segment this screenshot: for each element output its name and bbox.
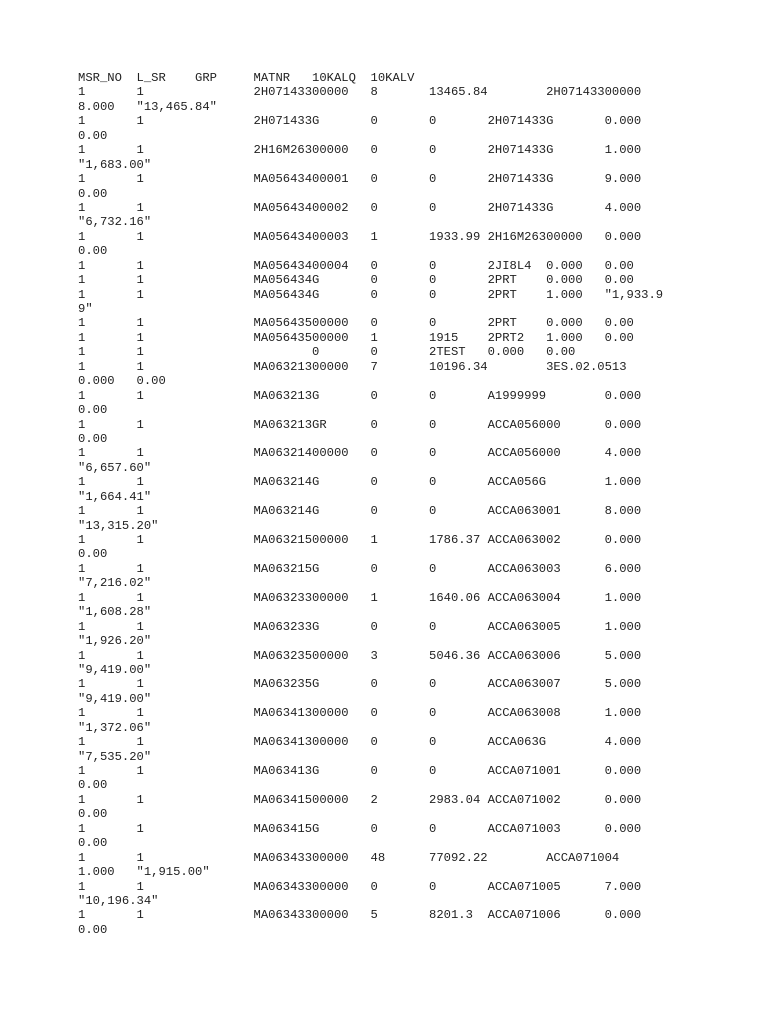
text-line: 0.00 — [78, 778, 108, 793]
text-line: 1.000 "1,915.00" — [78, 865, 210, 880]
text-line: 1 1 MA06323300000 1 1640.06 ACCA063004 1.000 — [78, 590, 642, 605]
text-line: 1 1 MA063214G 0 0 ACCA056G 1.000 — [78, 475, 642, 490]
text-line: 1 1 MA063233G 0 0 ACCA063005 1.000 — [78, 619, 642, 634]
text-line: 0.00 — [78, 431, 108, 446]
text-line: 0.000 0.00 — [78, 374, 166, 389]
text-line: "1,608.28" — [78, 605, 152, 620]
header-row: MSR_NO L_SR GRP MATNR 10KALQ 10KALV — [78, 71, 415, 85]
text-line: 1 1 MA05643500000 0 0 2PRT 0.000 0.00 — [78, 316, 634, 331]
text-line: 1 1 MA05643400004 0 0 2JI8L4 0.000 0.00 — [78, 258, 634, 273]
text-line: "13,315.20" — [78, 518, 159, 533]
text-line: "9,419.00" — [78, 662, 152, 677]
text-line: 0.00 — [78, 403, 108, 418]
text-line: 1 1 0 0 2TEST 0.000 0.00 — [78, 345, 576, 360]
text-line: 1 1 MA06343300000 0 0 ACCA071005 7.000 — [78, 879, 642, 894]
text-line: 0.00 — [78, 128, 108, 143]
text-line: "1,683.00" — [78, 157, 152, 172]
text-line: 1 1 MA06321300000 7 10196.34 3ES.02.0513 — [78, 359, 627, 374]
text-line: 0.00 — [78, 836, 108, 851]
text-line: 0.00 — [78, 547, 108, 562]
text-line: "6,657.60" — [78, 460, 152, 475]
text-line: 1 1 MA06343300000 48 77092.22 ACCA071004 — [78, 850, 620, 865]
text-line: 1 1 2H07143300000 8 13465.84 2H07143300000 — [78, 85, 642, 100]
text-line: 1 1 MA063213G 0 0 A1999999 0.000 — [78, 388, 642, 403]
text-line: 1 1 MA05643400002 0 0 2H071433G 4.000 — [78, 200, 642, 215]
text-line: 1 1 2H071433G 0 0 2H071433G 0.000 — [78, 114, 642, 129]
text-line: 1 1 MA063415G 0 0 ACCA071003 0.000 — [78, 821, 642, 836]
text-line: 1 1 MA05643500000 1 1915 2PRT2 1.000 0.00 — [78, 330, 634, 345]
text-line: 1 1 MA06321500000 1 1786.37 ACCA063002 0.000 — [78, 533, 642, 547]
text-line: 1 1 MA063214G 0 0 ACCA063001 8.000 — [78, 504, 642, 519]
text-line: "7,535.20" — [78, 749, 152, 764]
text-line: "1,372.06" — [78, 720, 152, 735]
text-line: 1 1 MA06341500000 2 2983.04 ACCA071002 0.000 — [78, 792, 642, 807]
text-line: 1 1 MA056434G 0 0 2PRT 1.000 "1,933.9 — [78, 287, 664, 302]
text-line: 1 1 MA063235G 0 0 ACCA063007 5.000 — [78, 677, 642, 692]
text-line: "7,216.02" — [78, 576, 152, 591]
text-line: 8.000 "13,465.84" — [78, 99, 217, 114]
text-line: 0.00 — [78, 186, 108, 201]
text-line: "10,196.34" — [78, 893, 159, 908]
text-line: 1 1 MA06343300000 5 8201.3 ACCA071006 0.000 — [78, 908, 642, 923]
text-line: 1 1 MA063213GR 0 0 ACCA056000 0.000 — [78, 417, 642, 432]
text-line: 1 1 2H16M26300000 0 0 2H071433G 1.000 — [78, 143, 642, 158]
text-line: 1 1 MA06341300000 0 0 ACCA063008 1.000 — [78, 706, 642, 721]
text-line: 0.00 — [78, 807, 108, 822]
text-line: 1 1 MA05643400001 0 0 2H071433G 9.000 — [78, 172, 642, 187]
text-line: 0.00 — [78, 244, 108, 259]
text-line: 1 1 MA05643400003 1 1933.99 2H16M26300000 0.000 — [78, 229, 642, 244]
text-line: "1,926.20" — [78, 634, 152, 649]
text-line: 0.00 — [78, 922, 108, 937]
text-line: 1 1 MA063215G 0 0 ACCA063003 6.000 — [78, 561, 642, 576]
text-line: 1 1 MA063413G 0 0 ACCA071001 0.000 — [78, 764, 642, 778]
text-line: 1 1 MA06321400000 0 0 ACCA056000 4.000 — [78, 446, 642, 461]
text-line: 9" — [78, 302, 93, 316]
text-line: 1 1 MA056434G 0 0 2PRT 0.000 0.00 — [78, 273, 634, 288]
text-line: 1 1 MA06323500000 3 5046.36 ACCA063006 5.000 — [78, 648, 642, 663]
document-text — [78, 71, 663, 937]
text-line: 1 1 MA06341300000 0 0 ACCA063G 4.000 — [78, 735, 642, 750]
text-line: "6,732.16" — [78, 215, 152, 230]
text-line: "9,419.00" — [78, 691, 152, 706]
text-line: "1,664.41" — [78, 489, 152, 504]
